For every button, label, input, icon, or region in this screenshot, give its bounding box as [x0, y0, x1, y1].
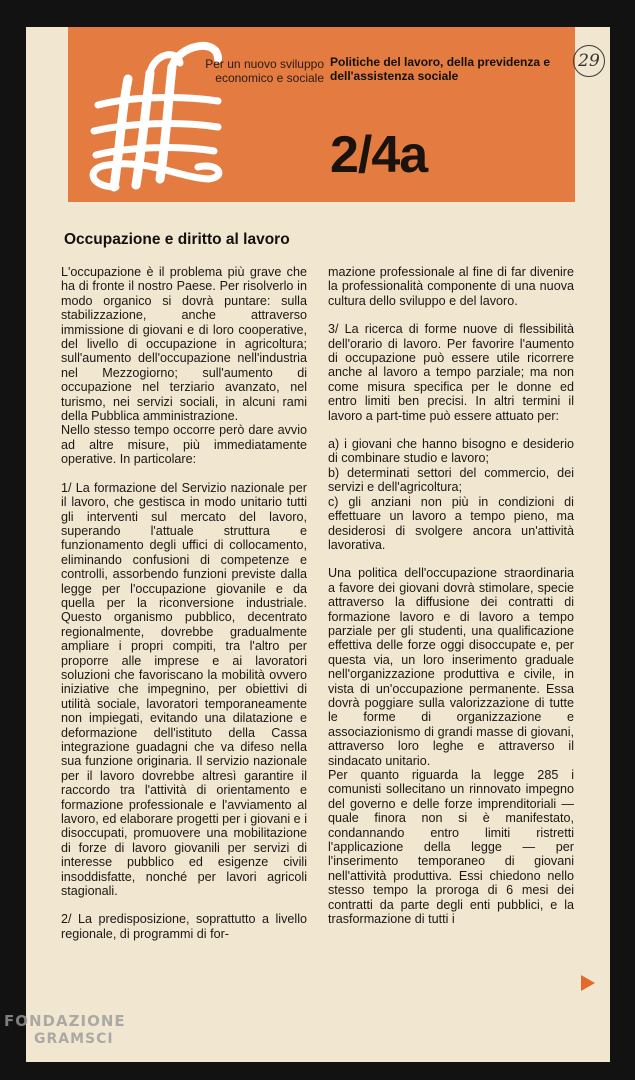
stylized-f-logo-icon [68, 27, 228, 202]
document-code-number: 2/ [330, 126, 372, 184]
page-number: 29 [573, 45, 605, 77]
document-page [26, 27, 610, 1062]
list-item: c) gli anziani non più in condizioni di effettuare un lavoro a tempo pieno, ma desiderosi di svolgere ancora un'attività lavorativa. [328, 494, 574, 552]
list-item: a) i giovani che hanno bisogno e desiderio di combinare studio e lavoro; [328, 437, 574, 466]
organization-title: Politiche del lavoro, della previdenza e dell'assistenza sociale [330, 55, 551, 83]
header-banner [68, 27, 575, 202]
watermark [4, 1012, 126, 1048]
paragraph: 2/ La predisposizione, soprattutto a livello regionale, di programmi di for- [61, 912, 307, 941]
text-column-left [61, 265, 307, 941]
paragraph: 3/ La ricerca di forme nuove di flessibilità dell'orario di lavoro. Per favorire l'aumento di occupazione può essere utile ricorrere anche al lavoro a tempo parziale; ma non come misura specifica per le donne ed entro limiti ben precisi. In altri termini il lavoro a part-time può essere attuato per: [328, 322, 574, 423]
paragraph: L'occupazione è il problema più grave che ha di fronte il nostro Paese. Per risolverlo in modo organico si dovrà puntare: sulla stabilizzazione, anche attraverso immissione di giovani e di loro cooperative, del livello di occupazione in agricoltura; sull'aumento dell'occupazione nell'industria nel Mezzogiorno; sull'aumento di occupazione nel terziario avanzato, nel turismo, nei servizi sociali, in alcuni rami della Pubblica amministrazione. [61, 265, 307, 424]
document-code-suffix: 4a [371, 126, 428, 184]
paragraph: 1/ La formazione del Servizio nazionale per il lavoro, che gestisca in modo unitario tutti gli interventi sul mercato del lavoro, superando l'attuale struttura e funzionamento degli uffici di collocamento, eliminando confusioni di competenze e controlli, assorbendo funzioni previste dalla legge per l'occupazione giovanile e da quella per la riconversione industriale. Questo organismo pubblico, decentrato regionalmente, dovrebbe gradualmente ampliare i propri compiti, tra l'altro per proporre alle imprese e ai lavoratori soluzioni che favoriscano la mobilità ovvero iniziative che impegnino, per obiettivi di utilità sociale, lavoratori temporaneamente non impiegati, evitando una dilatazione e deformazione dell'istituto della Cassa integrazione guadagni che va difeso nella sua funzione originaria. Il servizio nazionale per il lavoro dovrebbe altresì garantire il raccordo tra l'attività di orientamento e formazione professionale e l'avviamento al lavoro, ed elaborare progetti per i giovani e i disoccupati, promuovere una mobilitazione di forze di lavoro giovanili per servizi di interesse pubblico ed esigenze civili insoddisfatte, nonché per lavori agricoli stagionali. [61, 480, 307, 899]
text-column-right [328, 265, 574, 926]
continue-arrow-icon [581, 975, 595, 991]
list-item: b) determinati settori del commercio, dei servizi e dell'agricoltura; [328, 465, 574, 495]
document-code [330, 125, 427, 185]
paragraph: Nello stesso tempo occorre però dare avvio ad altre misure, più immediatamente operative. In particolare: [61, 423, 307, 467]
paragraph: Una politica dell'occupazione straordinaria a favore dei giovani dovrà stimolare, specie attraverso la diffusione dei contratti di formazione lavoro e di lavoro a tempo parziale per gli studenti, una qualificazione effettiva delle forze oggi disoccupate e, per questa via, un loro inserimento graduale nell'organizzazione produttiva e civile, in vista di un'occupazione permanente. Essa dovrà poggiare sulla valorizzazione di tutte le forme di organizzazione e associazionismo di grandi masse di giovani, attraverso loro leghe e attraverso il sindacato unitario. [328, 566, 574, 768]
paragraph: mazione professionale al fine di far divenire la professionalità componente di una nuova cultura dello sviluppo e del lavoro. [328, 265, 574, 308]
tagline: Per un nuovo sviluppo economico e sociale [205, 57, 324, 85]
document-title: Occupazione e diritto al lavoro [64, 231, 290, 248]
paragraph: Per quanto riguarda la legge 285 i comunisti sollecitano un rinnovato impegno del governo e delle forze imprenditoriali — quale finora non si è manifestato, condannando entro limiti ristretti l'applicazione della legge — per l'inserimento temporaneo di giovani nell'attività produttiva. Essi chiedono nello stesso tempo la proroga di 6 mesi dei contratti da parte degli enti pubblici, e la trasformazione di tutti i [328, 768, 574, 927]
watermark-line1: FONDAZIONE [4, 1012, 126, 1030]
watermark-line2: GRAMSCI [34, 1031, 114, 1047]
